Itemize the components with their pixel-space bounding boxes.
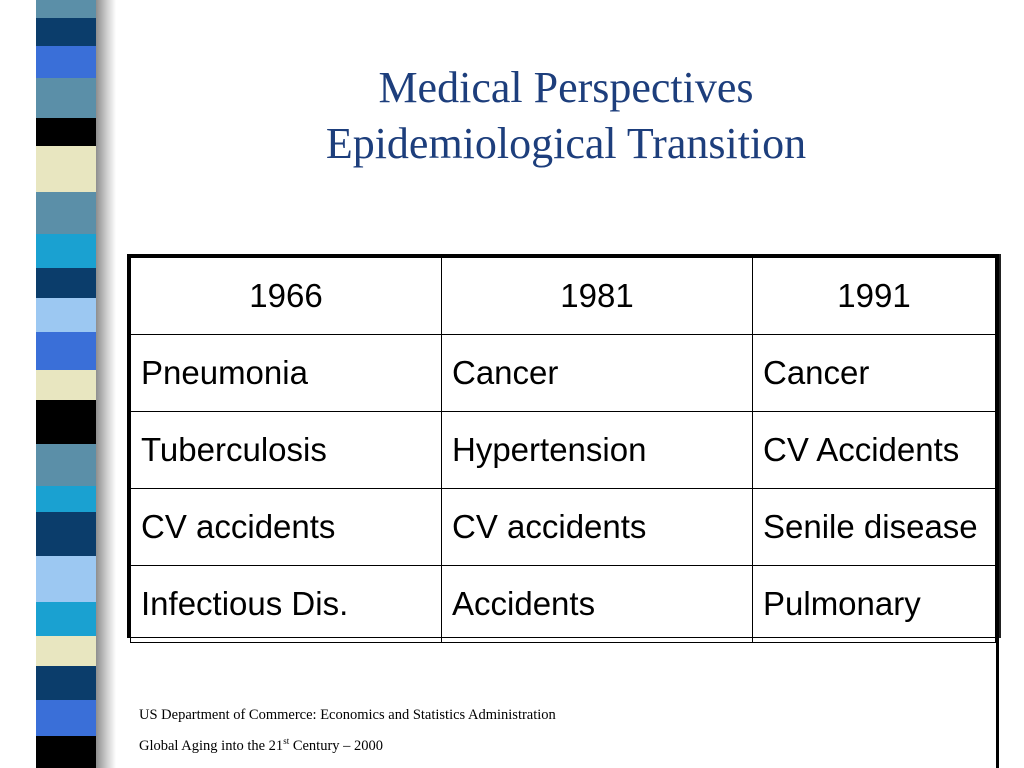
source-superscript: st <box>283 736 290 747</box>
table-row <box>131 489 996 566</box>
banner-block <box>36 700 96 736</box>
banner-block <box>36 118 96 146</box>
table-cell: Infectious Dis. <box>131 566 442 643</box>
banner-block <box>36 268 96 298</box>
source-line-2-text: Global Aging into the 21 <box>139 738 284 754</box>
banner-block <box>36 370 96 400</box>
source-line-2-tail: Century – 2000 <box>289 738 384 754</box>
table-cell: Pneumonia <box>131 335 442 412</box>
banner-block <box>36 298 96 332</box>
slide-title <box>116 60 1016 172</box>
causes-of-death-table <box>127 254 999 638</box>
title-line-2: Epidemiological Transition <box>325 119 807 168</box>
banner-block <box>36 146 96 192</box>
table-cell: Pulmonary <box>753 566 996 643</box>
header-cell: 1981 <box>442 258 753 335</box>
table-row <box>131 335 996 412</box>
banner-block <box>36 18 96 46</box>
table-header-row <box>131 258 996 335</box>
banner-block <box>36 0 96 18</box>
source-line-2 <box>139 738 383 755</box>
banner-block <box>36 666 96 700</box>
table-cell: CV Accidents <box>753 412 996 489</box>
decorative-banner <box>36 0 96 768</box>
table-cell: CV accidents <box>131 489 442 566</box>
banner-block <box>36 512 96 556</box>
banner-block <box>36 444 96 486</box>
source-line-1: US Department of Commerce: Economics and Statistics Administration <box>139 707 556 723</box>
banner-block <box>36 234 96 268</box>
banner-block <box>36 400 96 444</box>
banner-block <box>36 556 96 602</box>
table-cell: Senile disease <box>753 489 996 566</box>
banner-block <box>36 46 96 78</box>
table-cell: Accidents <box>442 566 753 643</box>
banner-block <box>36 486 96 512</box>
right-rule <box>996 637 999 768</box>
table-cell: CV accidents <box>442 489 753 566</box>
banner-block <box>36 636 96 666</box>
banner-block <box>36 332 96 370</box>
banner-shadow <box>96 0 116 768</box>
title-line-1: Medical Perspectives <box>378 63 754 112</box>
header-cell: 1991 <box>753 258 996 335</box>
banner-block <box>36 736 96 768</box>
table-row <box>131 566 996 643</box>
header-cell: 1966 <box>131 258 442 335</box>
banner-block <box>36 602 96 636</box>
table-cell: Hypertension <box>442 412 753 489</box>
table-cell: Cancer <box>442 335 753 412</box>
table-cell: Tuberculosis <box>131 412 442 489</box>
banner-block <box>36 192 96 234</box>
banner-block <box>36 78 96 118</box>
table-cell: Cancer <box>753 335 996 412</box>
table-row <box>131 412 996 489</box>
